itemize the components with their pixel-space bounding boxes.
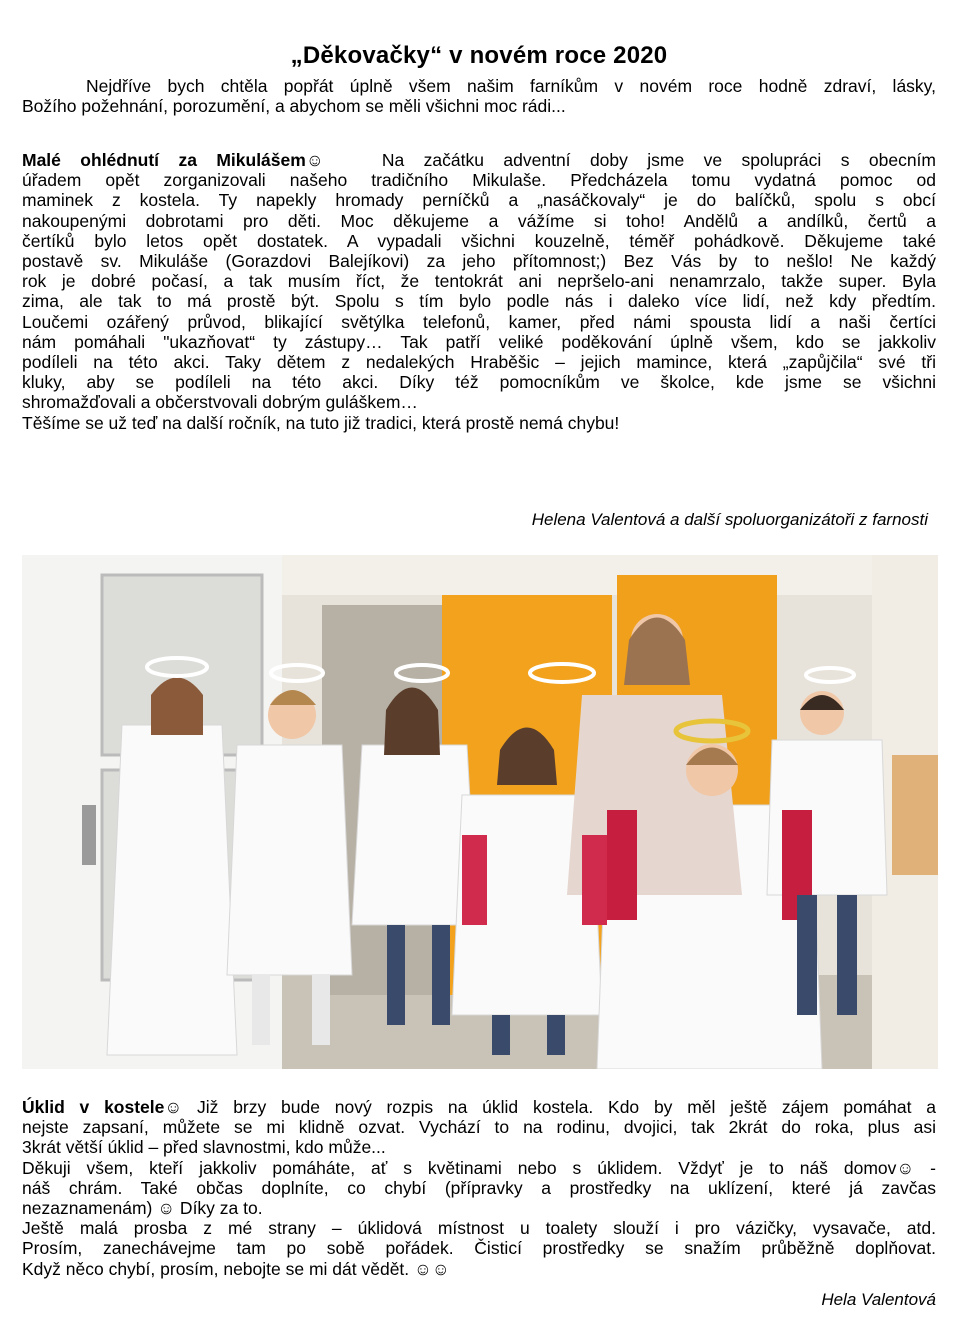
section-line: postavě sv. Mikuláše (Gorazdovi Balejíkovi) za jeho přítomnost;) Bez Vás by to nešlo! Ne každý: [22, 251, 936, 272]
intro-paragraph: [22, 76, 936, 116]
section-line: nejste zapsaní, můžete se mi klidně ozvat. Vychází to na rodinu, dvojici, tak 2krát do roka, plus asi: [22, 1117, 936, 1138]
section-heading: Malé ohlédnutí za Mikulášem☺: [22, 150, 324, 170]
section-line: nám pomáhali "ukazňovat“ ty zástupy… Tak patří veliké poděkování úplně všem, kdo se jakkoliv: [22, 331, 936, 352]
section-line: čertíků bylo letos opět dostatek. A vypadali všichni kouzelně, téměř pohádkově. Děkujeme také: [22, 230, 936, 251]
cleaning-section: [22, 1097, 936, 1279]
mikulas-section: [22, 150, 936, 433]
intro-line: Božího požehnání, porozumění, a abychom se měli všichni moc rádi...: [22, 96, 566, 117]
section-text: Na začátku adventní doby jsme ve spolupráci s obecním: [381, 150, 936, 170]
section-line: kluky, aby se podíleli na této akci. Díky též pomocníkům ve školce, kde jsme se všichni: [22, 372, 936, 393]
section-line: shromažďovali a občerstvovali dobrým guláškem…: [22, 392, 418, 413]
page-title: „Děkovačky“ v novém roce 2020: [290, 42, 668, 69]
section-line: náš chrám. Také občas doplníte, co chybí (přípravky a prostředky na uklízení, které já zavčas: [22, 1177, 936, 1198]
section-line: nezaznamenám) ☺ Díky za to.: [22, 1198, 263, 1219]
section-line: Ještě malá prosba z mé strany – úklidová místnost u toalety slouží i pro vázičky, vysavače, atd.: [22, 1218, 936, 1239]
section-line-1: [22, 150, 936, 170]
section-text: Již brzy bude nový rozpis na úklid kostela. Kdo by měl ještě zájem pomáhat a: [197, 1097, 936, 1117]
section-line: rok je dobré počasí, a tak musím říct, že tentokrát ani nepršelo-ani nenamrzalo, takže super. Byla: [22, 271, 936, 292]
section-line: nakoupenými dobrotami pro děti. Moc děkujeme a vážíme si toho! Andělů a andílků, čertů a: [22, 210, 936, 231]
section-line: maminek z kostela. Ty napekly hromady perníčků a „nasáčkovaly“ je do balíčků, spolu s obcí: [22, 190, 936, 211]
angels-group-photo: [22, 555, 938, 1069]
section-line: podíleli na této akci. Taky dětem z nedalekých Hraběšic – jejich mamince, která „zapůjčila“ své tři: [22, 352, 936, 373]
intro-line: Nejdříve bych chtěla popřát úplně všem našim farníkům v novém roce hodně zdraví, lásky,: [86, 76, 936, 96]
section-line: Když něco chybí, prosím, nebojte se mi dát vědět. ☺☺: [22, 1258, 450, 1279]
section-line: Děkuji všem, kteří jakkoliv pomáháte, ať s květinami nebo s úklidem. Vždyť je to náš domov☺ -: [22, 1157, 936, 1178]
section-heading: Úklid v kostele☺: [22, 1097, 183, 1117]
section-line: úřadem opět zorganizovali našeho tradičního Mikulaše. Předcházela tomu vydatná pomoc od: [22, 170, 936, 191]
section-line-1: [22, 1097, 936, 1117]
section-line: Těšíme se už teď na další ročník, na tuto již tradici, která prostě nemá chybu!: [22, 412, 620, 433]
section-line: zima, ale tak to má prostě být. Spolu s tím bylo podle nás i daleko více lidí, než kdy předtím.: [22, 291, 936, 312]
photo-illustration: [22, 555, 938, 1069]
section-line: Loučemi ozářený průvod, blikající světýlka telefonů, kamer, před námi spousta lidí a naši čertíci: [22, 311, 936, 332]
signature-organizers: Helena Valentová a další spoluorganizátoři z farnosti: [531, 510, 928, 529]
section-line: Prosím, zanechávejme tam po sobě pořádek. Čisticí prostředky se snažím průběžně doplňovat.: [22, 1238, 936, 1259]
section-line: 3krát větší úklid – před slavnostmi, kdo může...: [22, 1137, 386, 1158]
signature-author: Hela Valentová: [821, 1290, 936, 1309]
